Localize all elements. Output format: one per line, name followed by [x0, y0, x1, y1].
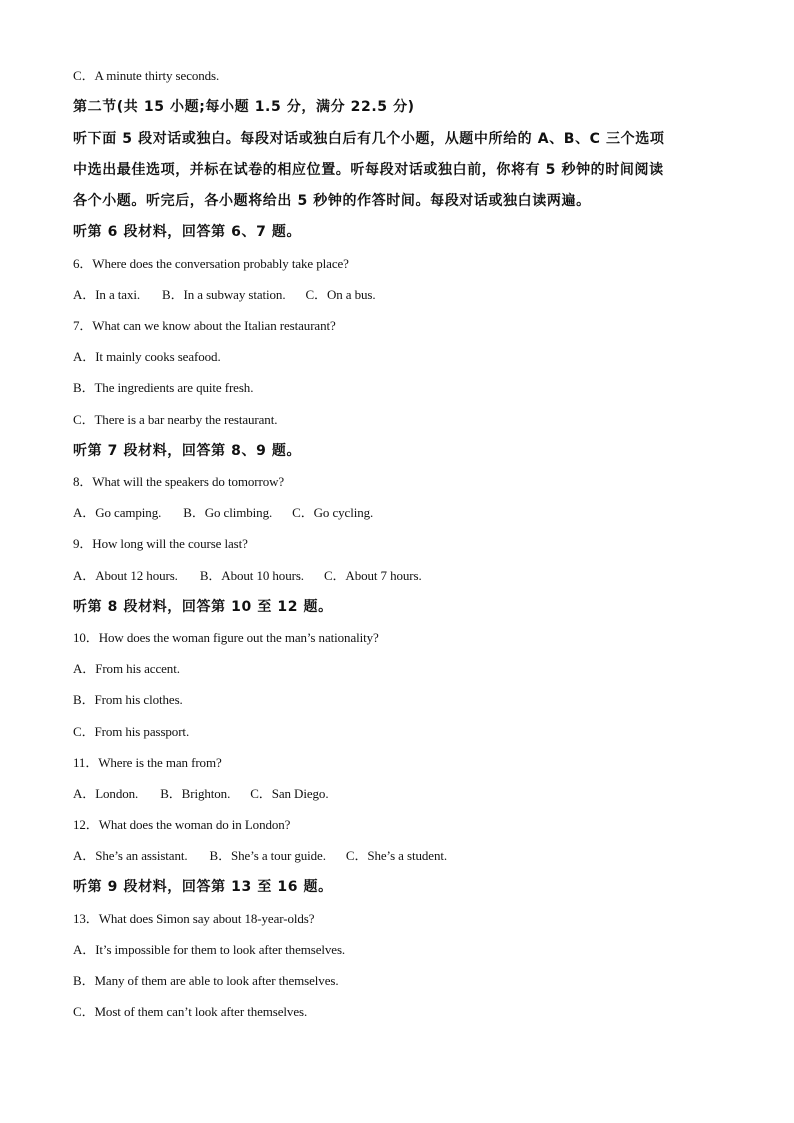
q11-option-b: B．Brighton.: [160, 786, 231, 801]
question-8: 8．What will the speakers do tomorrow?: [73, 474, 285, 489]
question-9-options: [73, 568, 422, 584]
q7-option-b: B．The ingredients are quite fresh.: [73, 380, 254, 395]
q6-option-c: C．On a bus.: [305, 287, 376, 302]
q9-option-a: A．About 12 hours.: [73, 568, 178, 583]
question-12: 12．What does the woman do in London?: [73, 817, 291, 832]
question-12-options: [73, 848, 447, 864]
material-6-heading: 听第 6 段材料，回答第 6、7 题。: [73, 224, 302, 240]
q12-option-c: C．She’s a student.: [345, 848, 448, 863]
q5-option-c: C．A minute thirty seconds.: [73, 68, 220, 83]
question-8-options: [73, 505, 373, 521]
q13-option-c: C．Most of them can’t look after themselves.: [73, 1004, 308, 1019]
q6-option-a: A．In a taxi.: [73, 287, 141, 302]
question-13: 13．What does Simon say about 18-year-olds?: [73, 911, 315, 926]
question-6: 6．Where does the conversation probably take place?: [73, 256, 349, 271]
material-9-heading: 听第 9 段材料，回答第 13 至 16 题。: [73, 879, 333, 895]
q11-option-a: A．London.: [73, 786, 139, 801]
q8-option-c: C．Go cycling.: [292, 505, 374, 520]
q12-option-a: A．She’s an assistant.: [73, 848, 188, 863]
question-6-options: [73, 287, 376, 303]
question-11: 11．Where is the man from?: [73, 755, 222, 770]
q8-option-b: B．Go climbing.: [183, 505, 273, 520]
q10-option-a: A．From his accent.: [73, 661, 180, 676]
material-7-heading: 听第 7 段材料，回答第 8、9 题。: [73, 443, 302, 459]
q7-option-c: C．There is a bar nearby the restaurant.: [73, 412, 278, 427]
instructions-line-3: 各个小题。听完后，各小题将给出 5 秒钟的作答时间。每段对话或独白读两遍。: [73, 193, 591, 209]
q10-option-b: B．From his clothes.: [73, 692, 183, 707]
section-2-heading: 第二节(共 15 小题;每小题 1.5 分，满分 22.5 分): [73, 99, 415, 115]
question-7: 7．What can we know about the Italian restaurant?: [73, 318, 336, 333]
q13-option-a: A．It’s impossible for them to look after themselves.: [73, 942, 346, 957]
question-9: 9．How long will the course last?: [73, 536, 248, 551]
q6-option-b: B．In a subway station.: [162, 287, 286, 302]
q8-option-a: A．Go camping.: [73, 505, 162, 520]
instructions-line-1: 听下面 5 段对话或独白。每段对话或独白后有几个小题，从题中所给的 A、B、C 三个选项: [73, 131, 665, 147]
q9-option-b: B．About 10 hours.: [199, 568, 304, 583]
question-11-options: [73, 786, 328, 802]
q10-option-c: C．From his passport.: [73, 724, 190, 739]
q9-option-c: C．About 7 hours.: [323, 568, 422, 583]
q12-option-b: B．She’s a tour guide.: [209, 848, 326, 863]
question-10: 10．How does the woman figure out the man’s nationality?: [73, 630, 379, 645]
q11-option-c: C．San Diego.: [250, 786, 329, 801]
material-8-heading: 听第 8 段材料，回答第 10 至 12 题。: [73, 599, 333, 615]
q7-option-a: A．It mainly cooks seafood.: [73, 349, 221, 364]
q13-option-b: B．Many of them are able to look after themselves.: [73, 973, 339, 988]
instructions-line-2: 中选出最佳选项，并标在试卷的相应位置。听每段对话或独白前，你将有 5 秒钟的时间阅读: [73, 162, 664, 178]
